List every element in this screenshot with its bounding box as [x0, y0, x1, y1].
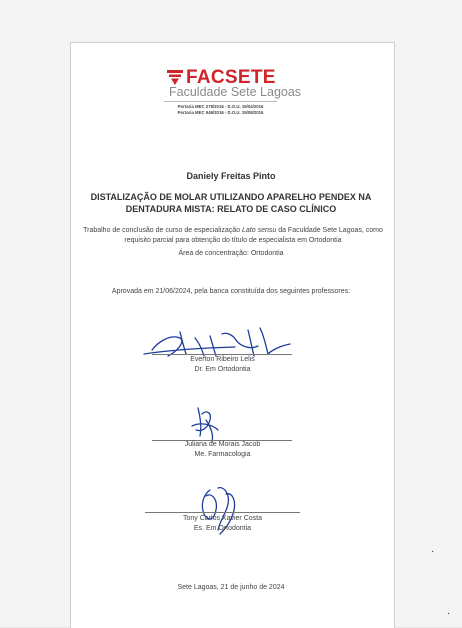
examiner-1: [150, 355, 295, 375]
examiner-1-title: Dr. Em Ortodontia: [194, 366, 251, 373]
logo-brand: FACSETE: [186, 67, 276, 88]
examiner-2-title: Me. Farmacologia: [194, 451, 251, 458]
examiner-2-name: Juliana de Morais Jacob: [184, 441, 261, 448]
area-of-concentration: Área de concentração: Ortodontia: [178, 250, 284, 257]
logo-portaria: [164, 104, 277, 116]
signature-2: [180, 400, 240, 445]
approval-statement: Aprovada em 21/06/2024, pela banca constituída dos seguintes professores:: [111, 288, 351, 295]
stray-mark: ·: [447, 608, 451, 619]
examiner-3-name: Tony Carlos Xavier Costa: [183, 515, 262, 522]
examiner-1-name: Everton Ribeiro Lelis: [190, 356, 255, 363]
intro-paragraph: [83, 226, 383, 245]
facsete-mark-icon: [167, 70, 183, 86]
examiner-3-title: Es. Em Ortodontia: [193, 525, 252, 532]
title-line-1: DISTALIZAÇÃO DE MOLAR UTILIZANDO APARELHO PENDEX NA: [90, 192, 372, 202]
logo-subtitle: Faculdade Sete Lagoas: [169, 85, 302, 99]
intro-text-end: da Faculdade Sete Lagoas, como requisito parcial para obtenção do título de especialista em Ortodontia: [124, 227, 383, 244]
author-name: Danіely Freitas Pinto: [186, 171, 276, 181]
intro-italic: Lato sensu: [242, 227, 277, 234]
title-line-2: DENTADURA MISTA: RELATO DE CASO CLÍNICO: [125, 203, 337, 214]
examiner-3: [150, 514, 295, 534]
facsete-logo: [164, 67, 302, 125]
examiner-2: [150, 440, 295, 460]
intro-text-start: Trabalho de conclusão de curso de especialização: [83, 227, 242, 234]
thesis-title: [0, 192, 462, 215]
portaria-line-1: Portaria MEC 278/2016 - D.O.U. 19/04/2016: [177, 104, 264, 109]
place-and-date: Sete Lagoas, 21 de junho de 2024: [177, 584, 285, 591]
signature-line-3: [145, 512, 300, 513]
logo-banner: [164, 67, 302, 102]
portaria-line-2: Portaria MEC 946/2016 - D.O.U. 19/08/2016: [177, 110, 264, 115]
stray-mark: ·: [431, 546, 435, 557]
